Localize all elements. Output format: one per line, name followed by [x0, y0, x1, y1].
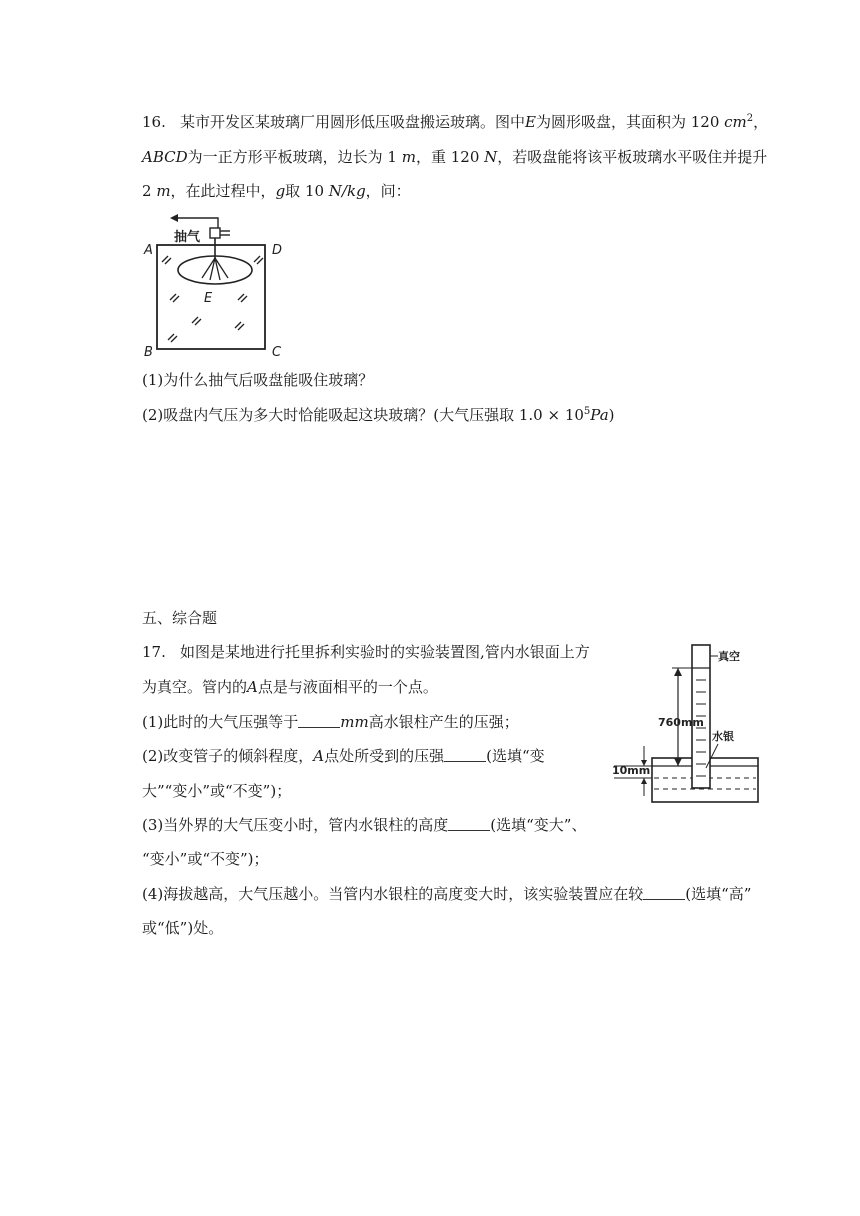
q16-label-d: D: [272, 243, 283, 258]
q17-text: (选填“高”: [685, 885, 752, 903]
q16-text: ，问：: [365, 182, 411, 200]
q17-sub2: [142, 746, 545, 766]
q16-sub2-text: (2)吸盘内气压为多大时恰能吸起这块玻璃？(大气压强取 1.0 × 10: [142, 406, 584, 424]
q17-text: “变小”或“不变”)；: [142, 850, 269, 868]
q16-unit-pa: Pa: [590, 406, 609, 424]
q16-unit-m: m: [401, 148, 416, 166]
q16-var-g: g: [275, 182, 286, 200]
q17-text: (1)此时的大气压强等于: [142, 713, 299, 731]
q17-label-mercury: 水银: [712, 730, 734, 743]
q16-text: 为圆形吸盘，其面积为 120: [535, 113, 725, 131]
q17-sub3: [142, 815, 586, 835]
q16-label-a: A: [144, 243, 153, 258]
section-title: [142, 608, 217, 628]
q16-unit-n: N: [484, 148, 498, 166]
q16-sub1-text: (1)为什么抽气后吸盘能吸住玻璃？: [142, 371, 374, 389]
q16-text: ，在此过程中，: [170, 182, 276, 200]
q17-text: 如图是某地进行托里拆利实验时的实验装置图,管内水银面上方: [180, 643, 590, 661]
q16-label-c: C: [272, 345, 282, 360]
q16-unit-m: m: [156, 182, 171, 200]
q16-var-abcd: ABCD: [142, 148, 188, 166]
q16-var-e: E: [525, 113, 536, 131]
q17-text: 点是与液面相平的一个点。: [257, 678, 438, 696]
q16-text: ，: [753, 113, 769, 131]
q17-text: 大”“变小”或“不变”)；: [142, 782, 292, 800]
q17-text: (选填“变: [486, 747, 545, 765]
q17-number: 17.: [142, 643, 166, 661]
q16-label-b: B: [144, 345, 153, 360]
q16-unit-cm: cm: [724, 113, 747, 131]
q17-text: 点处所受到的压强: [324, 747, 445, 765]
q17-stem-line2: [142, 677, 438, 697]
q17-sub3-cont: [142, 849, 269, 869]
q17-label-vacuum: 真空: [718, 650, 740, 663]
q16-superscript: 2: [746, 113, 754, 124]
q16-text: 取 10: [285, 182, 329, 200]
q17-text: 为真空。管内的: [142, 678, 248, 696]
q16-number: 16.: [142, 113, 166, 131]
answer-blank[interactable]: [643, 885, 685, 900]
answer-blank[interactable]: [444, 747, 486, 762]
q17-stem-line1: [142, 642, 590, 662]
q16-unit-nkg: N/kg: [328, 182, 366, 200]
q16-label-e: E: [204, 291, 213, 306]
q17-text: (4)海拔越高，大气压越小。当管内水银柱的高度变大时，该实验装置应在较: [142, 885, 644, 903]
q16-sub1: [142, 370, 373, 390]
section5-title: 五、综合题: [142, 609, 218, 627]
q16-sub2-text: ): [608, 406, 615, 424]
q16-superscript: 5: [583, 406, 591, 417]
q17-unit-mm: mm: [340, 713, 369, 731]
q17-text: (2)改变管子的倾斜程度，: [142, 747, 314, 765]
q17-text: (选填“变大”、: [490, 816, 587, 834]
q17-text: 或“低”)处。: [142, 919, 224, 937]
q16-text: 为一正方形平板玻璃，边长为 1: [187, 148, 402, 166]
q17-sub4-cont: [142, 918, 223, 938]
q17-text: (3)当外界的大气压变小时，管内水银柱的高度: [142, 816, 449, 834]
q17-text: 高水银柱产生的压强；: [368, 713, 519, 731]
answer-blank[interactable]: [448, 816, 490, 831]
q16-text: 2: [142, 182, 157, 200]
q16-text: 某市开发区某玻璃厂用圆形低压吸盘搬运玻璃。图中: [180, 113, 526, 131]
q16-stem-line1: [142, 112, 768, 132]
q16-suction-cup-figure: [140, 210, 300, 360]
q17-var-a: A: [313, 747, 325, 765]
q17-label-760mm: 760mm: [658, 716, 704, 729]
q16-text: ，重 120: [415, 148, 485, 166]
q17-sub1: [142, 712, 519, 732]
q17-sub2-cont: [142, 781, 291, 801]
q16-stem-line2: [142, 147, 767, 167]
q17-sub4: [142, 884, 751, 904]
q16-label-suction: 抽气: [174, 230, 201, 245]
q16-stem-line3: [142, 181, 411, 201]
q16-text: ，若吸盘能将该平板玻璃水平吸住并提升: [497, 148, 768, 166]
q17-label-10mm: 10mm: [612, 764, 651, 777]
q16-sub2: [142, 405, 615, 425]
q17-torricelli-figure: [608, 640, 768, 810]
q17-var-a: A: [247, 678, 258, 696]
answer-blank[interactable]: [298, 713, 340, 728]
